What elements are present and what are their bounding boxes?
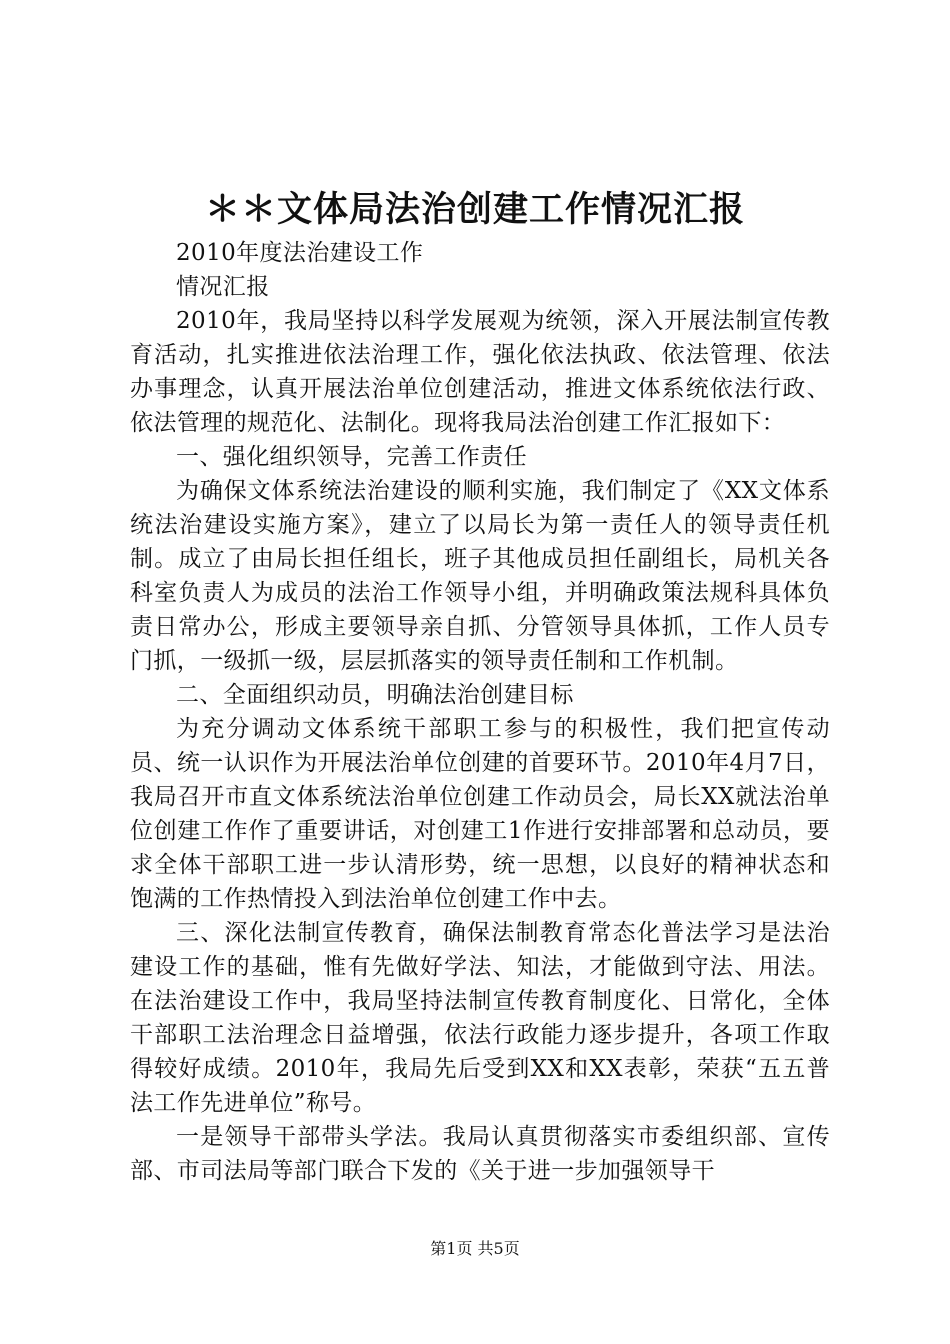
paragraph-section-3-item-1: 一是领导干部带头学法。我局认真贯彻落实市委组织部、宣传部、市司法局等部门联合下发的《关于进一步加强领导干 [130,1124,830,1184]
paragraph-section-3: 三、深化法制宣传教育，确保法制教育常态化普法学习是法治建设工作的基础，惟有先做好学法、知法，才能做到守法、用法。在法治建设工作中，我局坚持法制宣传教育制度化、日常化，全体干部职工法治理念日益增强，依法行政能力逐步提升，各项工作取得较好成绩。2010年，我局先后受到XX和XX表彰，荣获“五五普法工作先进单位”称号。 [130,920,830,1116]
paragraph-subtitle-year: 2010年度法治建设工作 [176,240,424,266]
section-heading-1: 一、强化组织领导，完善工作责任 [176,444,527,470]
section-heading-2: 二、全面组织动员，明确法治创建目标 [176,682,574,708]
paragraph-section-1: 为确保文体系统法治建设的顺利实施，我们制定了《XX文体系统法治建设实施方案》，建立了以局长为第一责任人的领导责任机制。成立了由局长担任组长，班子其他成员担任副组长，局机关各科室负责人为成员的法治工作领导小组，并明确政策法规科具体负责日常办公，形成主要领导亲自抓、分管领导具体抓，工作人员专门抓，一级抓一级，层层抓落实的领导责任制和工作机制。 [130,478,830,674]
document-title: ＊＊文体局法治创建工作情况汇报 [204,189,745,230]
paragraph-intro: 2010年，我局坚持以科学发展观为统领，深入开展法制宣传教育活动，扎实推进依法治理工作，强化依法执政、依法管理、依法办事理念，认真开展法治单位创建活动，推进文体系统依法行政、依法管理的规范化、法制化。现将我局法治创建工作汇报如下： [130,308,830,436]
page-footer: 第1页 共5页 [430,1239,520,1258]
paragraph-section-2: 为充分调动文体系统干部职工参与的积极性，我们把宣传动员、统一认识作为开展法治单位创建的首要环节。2010年4月7日，我局召开市直文体系统法治单位创建工作动员会，局长XX就法治单位创建工作作了重要讲话，对创建工1作进行安排部署和总动员，要求全体干部职工进一步认清形势，统一思想，以良好的精神状态和饱满的工作热情投入到法治单位创建工作中去。 [130,716,830,912]
document-body [130,236,830,1188]
paragraph-subtitle-report: 情况汇报 [176,274,270,300]
